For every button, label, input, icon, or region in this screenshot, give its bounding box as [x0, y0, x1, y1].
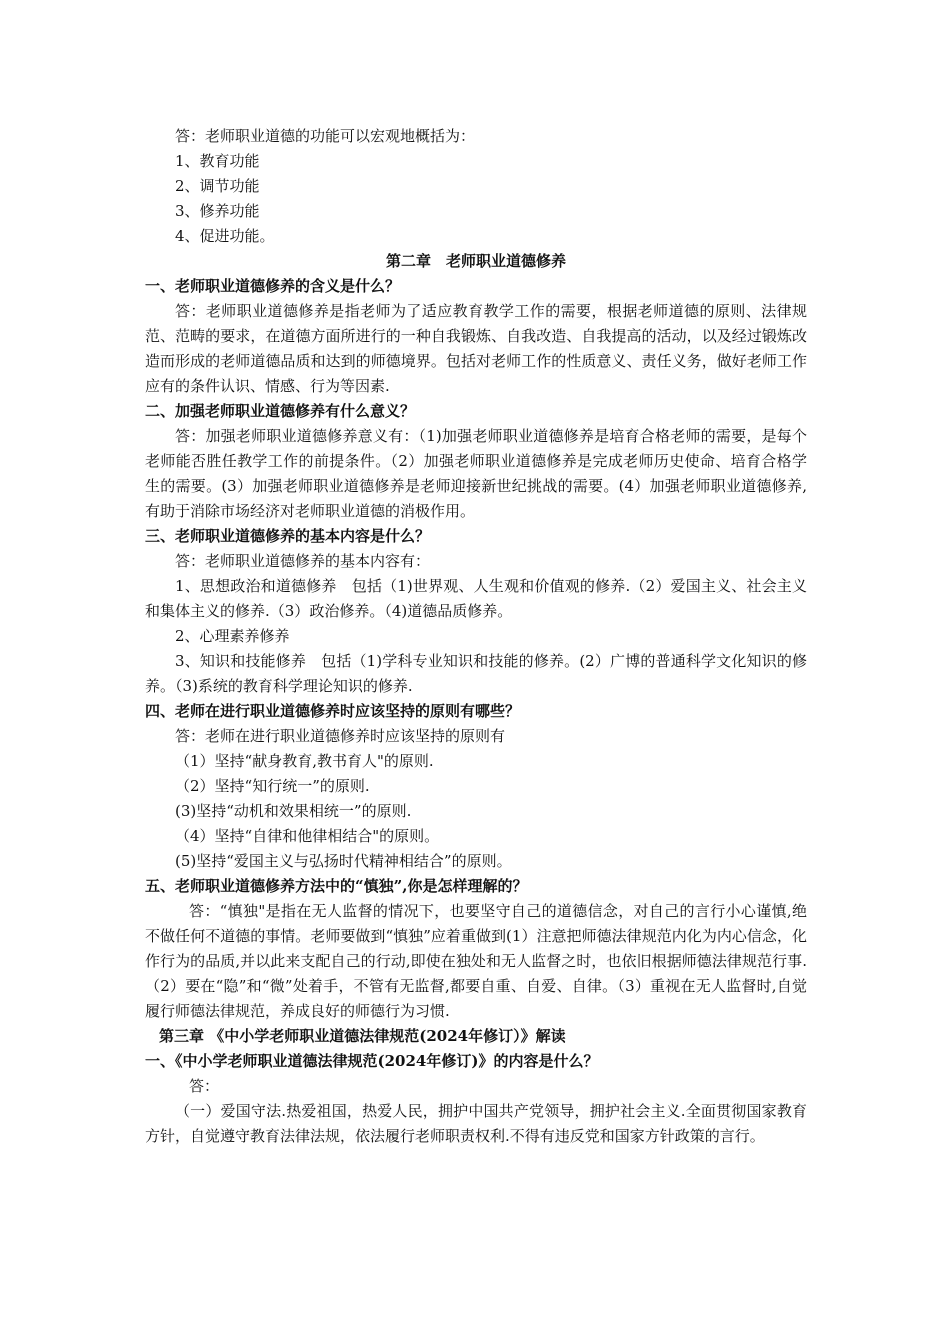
answer-paragraph: 1、思想政治和道德修养 包括（1)世界观、人生观和价值观的修养.（2）爱国主义、社会主义和集体主义的修养.（3）政治修养。（4)道德品质修养。 — [145, 577, 807, 620]
answer-intro: 答： — [189, 1077, 220, 1095]
chapter-heading: 第二章 老师职业道德修养 — [385, 252, 566, 270]
list-item: 4、促进功能。 — [175, 227, 275, 245]
question-heading: 五、老师职业道德修养方法中的“慎独”,你是怎样理解的？ — [145, 877, 528, 895]
answer-paragraph: 答：“慎独"是指在无人监督的情况下，也要坚守自己的道德信念，对自己的言行小心谨慎,绝不做任何不道德的事情。老师要做到“慎独”应着重做到(1）注意把师德法律规范内化为内心信念，化作行为的品质,并以此来支配自己的行动,即使在独处和无人监督之时，也依旧根据师德法律规范行事.（2）要在“隐”和“微”处着手，不管有无监督,都要自重、自爱、自律。（3）重视在无人监督时,自觉履行师德法律规范，养成良好的师德行为习惯. — [145, 902, 807, 1020]
list-item: （4）坚持“自律和他律相结合"的原则。 — [175, 827, 440, 845]
question-heading: 一、老师职业道德修养的含义是什么？ — [145, 277, 401, 295]
question-heading: 三、老师职业道德修养的基本内容是什么？ — [145, 527, 431, 545]
answer-intro: 答：老师职业道德的功能可以宏观地概括为： — [175, 127, 476, 145]
question-heading: 四、老师在进行职业道德修养时应该坚持的原则有哪些？ — [145, 702, 521, 720]
list-item: (3)坚持“动机和效果相统一”的原则. — [175, 802, 412, 820]
answer-paragraph: 答：加强老师职业道德修养意义有：（1)加强老师职业道德修养是培育合格老师的需要，是每个老师能否胜任教学工作的前提条件。（2）加强老师职业道德修养是完成老师历史使命、培育合格学生的需要。(3）加强老师职业道德修养是老师迎接新世纪挑战的需要。(4）加强老师职业道德修养,有助于消除市场经济对老师职业道德的消极作用。 — [145, 427, 807, 520]
question-heading: 二、加强老师职业道德修养有什么意义？ — [145, 402, 416, 420]
answer-paragraph: 3、知识和技能修养 包括（1)学科专业知识和技能的修养。(2）广博的普通科学文化知识的修养。（3)系统的教育科学理论知识的修养. — [145, 652, 807, 695]
question-heading: 一、《中小学老师职业道德法律规范(2024年修订)》的内容是什么？ — [145, 1052, 599, 1070]
document-page — [145, 124, 807, 1149]
list-item: （1）坚持“献身教育,教书育人"的原则. — [175, 752, 434, 770]
list-item: 2、调节功能 — [175, 177, 260, 195]
list-item: （2）坚持“知行统一”的原则. — [175, 777, 370, 795]
list-item: 2、心理素养修养 — [175, 627, 290, 645]
answer-paragraph: （一）爱国守法.热爱祖国，热爱人民，拥护中国共产党领导，拥护社会主义.全面贯彻国家教育方针，自觉遵守教育法律法规，依法履行老师职责权利.不得有违反党和国家方针政策的言行。 — [145, 1102, 807, 1145]
answer-intro: 答：老师在进行职业道德修养时应该坚持的原则有 — [175, 727, 506, 745]
list-item: (5)坚持“爱国主义与弘扬时代精神相结合”的原则。 — [175, 852, 512, 870]
answer-intro: 答：老师职业道德修养的基本内容有： — [175, 552, 431, 570]
answer-paragraph: 答：老师职业道德修养是指老师为了适应教育教学工作的需要，根据老师道德的原则、法律规范、范畴的要求，在道德方面所进行的一种自我锻炼、自我改造、自我提高的活动，以及经过锻炼改造而形成的老师道德品质和达到的师德境界。包括对老师工作的性质意义、责任义务，做好老师工作应有的条件认识、情感、行为等因素. — [145, 302, 807, 395]
chapter-heading: 第三章 《中小学老师职业道德法律规范(2024年修订）》解读 — [159, 1027, 566, 1045]
list-item: 3、修养功能 — [175, 202, 260, 220]
list-item: 1、教育功能 — [175, 152, 260, 170]
